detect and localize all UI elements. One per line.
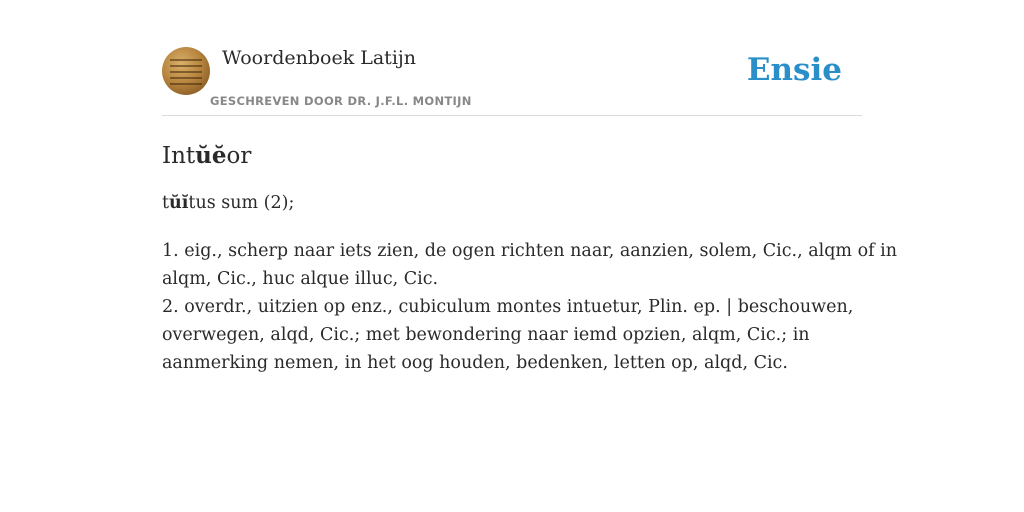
headword-quantity-marks: ŭĕ <box>195 142 227 169</box>
headword-part: or <box>226 143 252 169</box>
headword-part: Int <box>162 143 196 169</box>
definition-line: overwegen, alqd, Cic.; met bewondering naar iemd opzien, alqm, Cic.; in <box>162 325 810 345</box>
page <box>162 0 898 377</box>
definition-line: 2. overdr., uitzien op enz., cubiculum montes intuetur, Plin. ep. | beschouwen, <box>162 297 854 317</box>
entry-definitions <box>162 237 898 377</box>
forms-part: tus sum (2); <box>188 193 295 213</box>
definition-line: alqm, Cic., huc alque illuc, Cic. <box>162 269 439 289</box>
entry-principal-parts <box>162 191 862 215</box>
forms-quantity-marks: ŭĭ <box>169 193 189 213</box>
brand-logo-link[interactable]: Ensie <box>746 52 842 88</box>
ancient-coin-icon[interactable] <box>162 47 210 95</box>
definition-line: aanmerking nemen, in het oog houden, bedenken, letten op, alqd, Cic. <box>162 353 788 373</box>
entry-headword <box>162 140 862 172</box>
definition-line: 1. eig., scherp naar iets zien, de ogen richten naar, aanzien, solem, Cic., alqm of in <box>162 241 898 261</box>
book-title[interactable]: Woordenboek Latijn <box>222 47 417 69</box>
header <box>162 44 862 116</box>
author-line: GESCHREVEN DOOR DR. J.F.L. MONTIJN <box>210 94 472 108</box>
forms-part: t <box>162 193 170 213</box>
